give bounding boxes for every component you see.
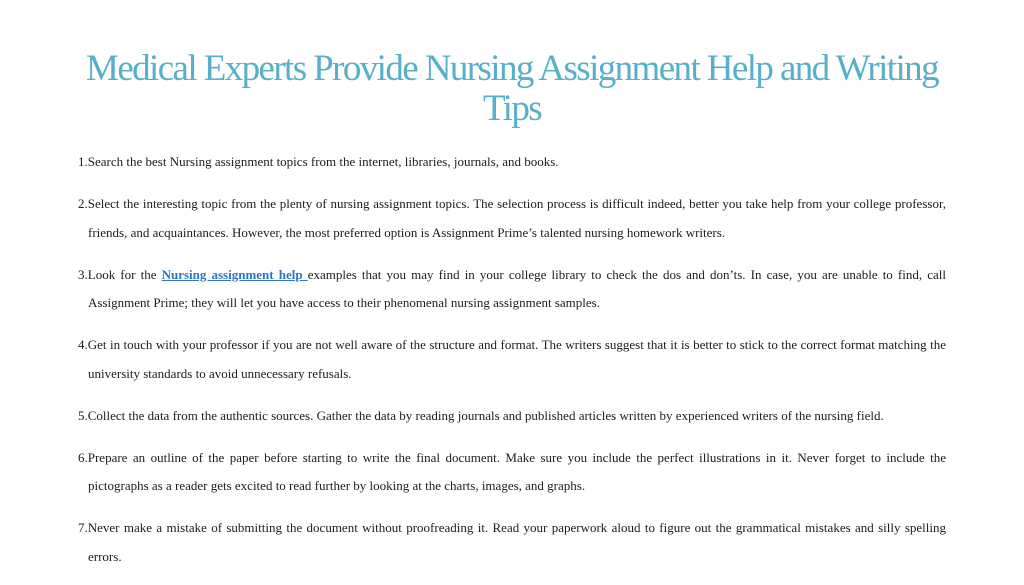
list-item-1 [78, 148, 946, 177]
list-item-text: 6.Prepare an outline of the paper before starting to write the final document. Make sure you include the perfect illustrations in it. Never forget to include the pictographs as a reader gets excited to read further by looking at the charts, images, and graphs. [78, 449, 946, 493]
page-title: Medical Experts Provide Nursing Assignment Help and Writing Tips [86, 48, 938, 129]
list-item-text: 1.Search the best Nursing assignment topics from the internet, libraries, journals, and books. [78, 154, 559, 169]
list-item-text-before: 3.Look for the [78, 266, 162, 282]
nursing-assignment-help-link[interactable]: Nursing assignment help [161, 266, 308, 282]
list-item-6 [78, 444, 946, 501]
list-item-text: 5.Collect the data from the authentic sources. Gather the data by reading journals and published articles written by experienced writers of the nursing field. [78, 407, 884, 423]
list-item-4 [78, 331, 946, 388]
list-item-text-after: examples that you may find in your college library to check the dos and don’ts. In case, you are unable to find, call Assignment Prime; they will let you have access to their phenomenal nursing assignment samples. [88, 266, 947, 310]
list-item-3 [78, 261, 946, 318]
list-item-text: 2.Select the interesting topic from the plenty of nursing assignment topics. The selection process is difficult indeed, better you take help from your college professor, friends, and acquaintances. However, the most preferred option is Assignment Prime’s talented nursing homework writers. [78, 196, 946, 240]
tips-list [78, 148, 946, 585]
list-item-text: 4.Get in touch with your professor if you are not well aware of the structure and format. The writers suggest that it is better to stick to the correct format matching the university standards to avoid unnecessary refusals. [78, 337, 946, 381]
list-item-5 [78, 402, 946, 431]
list-item-text: 7.Never make a mistake of submitting the document without proofreading it. Read your paperwork aloud to figure out the grammatical mistakes and silly spelling errors. [78, 520, 946, 564]
list-item-7 [78, 514, 946, 571]
list-item-2 [78, 190, 946, 247]
